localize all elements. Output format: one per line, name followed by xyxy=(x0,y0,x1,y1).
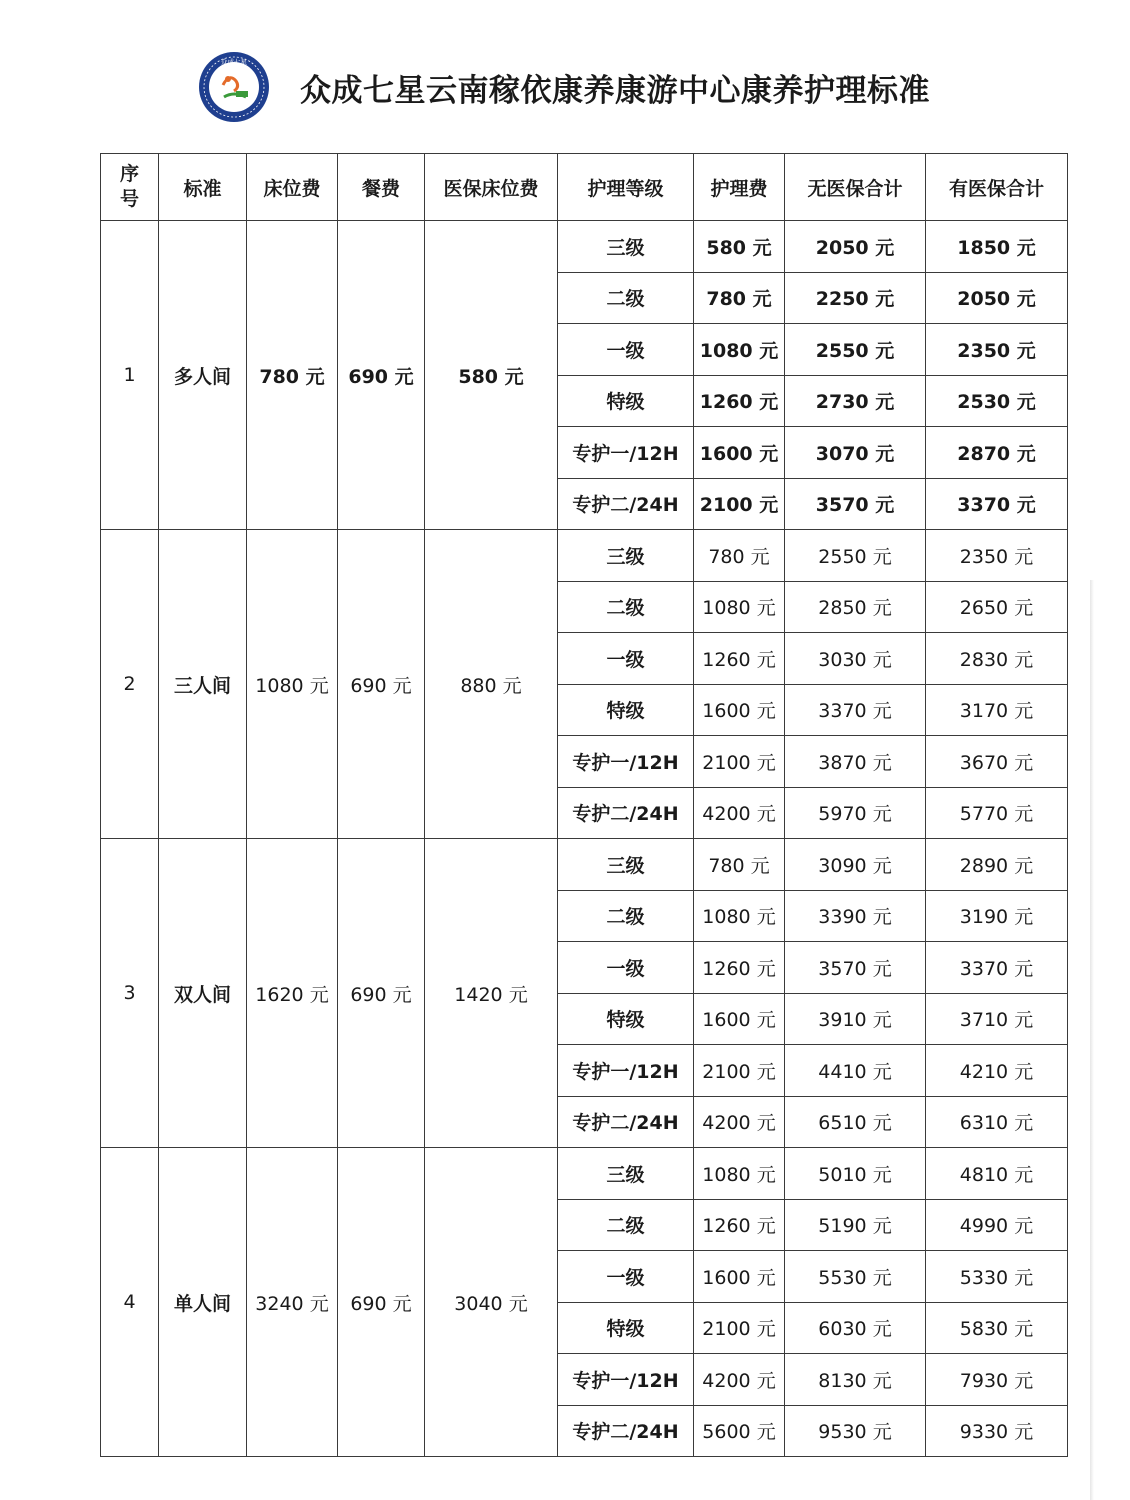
care-fee-cell: 5600 元 xyxy=(694,1405,785,1457)
total-with-insurance-cell: 5330 元 xyxy=(926,1251,1068,1303)
header-care-fee: 护理费 xyxy=(694,154,785,221)
care-fee-cell: 2100 元 xyxy=(694,1045,785,1097)
table-row xyxy=(101,1148,1068,1200)
seq-cell: 2 xyxy=(101,530,159,839)
bed-fee-cell: 3240 元 xyxy=(247,1148,338,1457)
table-row xyxy=(101,839,1068,891)
care-fee-cell: 1080 元 xyxy=(694,324,785,376)
insured-bed-fee-cell: 880 元 xyxy=(425,530,558,839)
care-fee-cell: 780 元 xyxy=(694,530,785,582)
bed-fee-cell: 780 元 xyxy=(247,221,338,530)
care-level-cell: 特级 xyxy=(558,1302,694,1354)
care-level-cell: 专护一/12H xyxy=(558,736,694,788)
care-fee-cell: 1260 元 xyxy=(694,1199,785,1251)
total-no-insurance-cell: 5010 元 xyxy=(785,1148,926,1200)
total-with-insurance-cell: 2530 元 xyxy=(926,375,1068,427)
seq-cell: 3 xyxy=(101,839,159,1148)
total-no-insurance-cell: 4410 元 xyxy=(785,1045,926,1097)
care-level-cell: 二级 xyxy=(558,890,694,942)
care-fee-cell: 1260 元 xyxy=(694,942,785,994)
seq-cell: 1 xyxy=(101,221,159,530)
total-no-insurance-cell: 3030 元 xyxy=(785,633,926,685)
total-no-insurance-cell: 2730 元 xyxy=(785,375,926,427)
total-with-insurance-cell: 4210 元 xyxy=(926,1045,1068,1097)
care-level-cell: 专护二/24H xyxy=(558,787,694,839)
care-fee-cell: 4200 元 xyxy=(694,1354,785,1406)
care-level-cell: 三级 xyxy=(558,1148,694,1200)
total-no-insurance-cell: 2850 元 xyxy=(785,581,926,633)
header-seq-label: 序 号 xyxy=(119,163,139,210)
page-title: 众成七星云南稼依康养康游中心康养护理标准 xyxy=(300,72,930,109)
header-insured-bed-fee: 医保床位费 xyxy=(425,154,558,221)
total-no-insurance-cell: 2050 元 xyxy=(785,221,926,273)
total-no-insurance-cell: 3070 元 xyxy=(785,427,926,479)
total-no-insurance-cell: 5190 元 xyxy=(785,1199,926,1251)
care-level-cell: 一级 xyxy=(558,942,694,994)
care-fee-cell: 1080 元 xyxy=(694,1148,785,1200)
care-fee-cell: 780 元 xyxy=(694,839,785,891)
bed-fee-cell: 1620 元 xyxy=(247,839,338,1148)
care-fee-cell: 4200 元 xyxy=(694,787,785,839)
care-level-cell: 特级 xyxy=(558,375,694,427)
care-fee-cell: 1080 元 xyxy=(694,581,785,633)
total-with-insurance-cell: 3670 元 xyxy=(926,736,1068,788)
total-with-insurance-cell: 3710 元 xyxy=(926,993,1068,1045)
care-fee-cell: 2100 元 xyxy=(694,1302,785,1354)
total-with-insurance-cell: 5830 元 xyxy=(926,1302,1068,1354)
page-edge-shadow xyxy=(1090,580,1094,1500)
total-with-insurance-cell: 7930 元 xyxy=(926,1354,1068,1406)
total-no-insurance-cell: 6030 元 xyxy=(785,1302,926,1354)
total-no-insurance-cell: 3370 元 xyxy=(785,684,926,736)
care-fee-cell: 1260 元 xyxy=(694,375,785,427)
header-seq xyxy=(101,154,159,221)
care-fee-cell: 1600 元 xyxy=(694,993,785,1045)
care-fee-cell: 1080 元 xyxy=(694,890,785,942)
total-no-insurance-cell: 3390 元 xyxy=(785,890,926,942)
care-fee-cell: 780 元 xyxy=(694,272,785,324)
care-level-cell: 专护二/24H xyxy=(558,1405,694,1457)
care-level-cell: 一级 xyxy=(558,633,694,685)
total-with-insurance-cell: 2870 元 xyxy=(926,427,1068,479)
total-no-insurance-cell: 3910 元 xyxy=(785,993,926,1045)
care-standard-table xyxy=(100,153,1068,1457)
total-with-insurance-cell: 1850 元 xyxy=(926,221,1068,273)
total-with-insurance-cell: 3170 元 xyxy=(926,684,1068,736)
care-fee-cell: 1600 元 xyxy=(694,1251,785,1303)
care-fee-cell: 2100 元 xyxy=(694,478,785,530)
care-fee-cell: 1260 元 xyxy=(694,633,785,685)
care-level-cell: 专护一/12H xyxy=(558,427,694,479)
total-with-insurance-cell: 3370 元 xyxy=(926,478,1068,530)
meal-fee-cell: 690 元 xyxy=(338,1148,425,1457)
care-level-cell: 二级 xyxy=(558,581,694,633)
total-no-insurance-cell: 3870 元 xyxy=(785,736,926,788)
total-no-insurance-cell: 2550 元 xyxy=(785,530,926,582)
svg-text:众成七星: 众成七星 xyxy=(221,58,247,66)
total-with-insurance-cell: 2650 元 xyxy=(926,581,1068,633)
total-with-insurance-cell: 4810 元 xyxy=(926,1148,1068,1200)
care-fee-cell: 4200 元 xyxy=(694,1096,785,1148)
organization-logo xyxy=(198,51,270,123)
total-with-insurance-cell: 9330 元 xyxy=(926,1405,1068,1457)
care-level-cell: 三级 xyxy=(558,530,694,582)
table-row xyxy=(101,221,1068,273)
bed-fee-cell: 1080 元 xyxy=(247,530,338,839)
meal-fee-cell: 690 元 xyxy=(338,221,425,530)
total-with-insurance-cell: 5770 元 xyxy=(926,787,1068,839)
total-no-insurance-cell: 3570 元 xyxy=(785,478,926,530)
total-with-insurance-cell: 3190 元 xyxy=(926,890,1068,942)
table-row xyxy=(101,530,1068,582)
care-level-cell: 三级 xyxy=(558,839,694,891)
care-fee-cell: 1600 元 xyxy=(694,684,785,736)
total-no-insurance-cell: 5970 元 xyxy=(785,787,926,839)
insured-bed-fee-cell: 1420 元 xyxy=(425,839,558,1148)
insured-bed-fee-cell: 3040 元 xyxy=(425,1148,558,1457)
total-with-insurance-cell: 2050 元 xyxy=(926,272,1068,324)
total-with-insurance-cell: 2890 元 xyxy=(926,839,1068,891)
total-no-insurance-cell: 3090 元 xyxy=(785,839,926,891)
total-with-insurance-cell: 3370 元 xyxy=(926,942,1068,994)
header-total-no-insurance: 无医保合计 xyxy=(785,154,926,221)
care-fee-cell: 1600 元 xyxy=(694,427,785,479)
insured-bed-fee-cell: 580 元 xyxy=(425,221,558,530)
total-no-insurance-cell: 3570 元 xyxy=(785,942,926,994)
care-level-cell: 专护二/24H xyxy=(558,478,694,530)
header-standard: 标准 xyxy=(159,154,247,221)
care-level-cell: 二级 xyxy=(558,272,694,324)
room-type-cell: 多人间 xyxy=(159,221,247,530)
care-level-cell: 专护一/12H xyxy=(558,1354,694,1406)
total-no-insurance-cell: 6510 元 xyxy=(785,1096,926,1148)
header-bed-fee: 床位费 xyxy=(247,154,338,221)
care-level-cell: 二级 xyxy=(558,1199,694,1251)
care-fee-cell: 2100 元 xyxy=(694,736,785,788)
care-level-cell: 三级 xyxy=(558,221,694,273)
page-header xyxy=(198,52,930,122)
total-no-insurance-cell: 2250 元 xyxy=(785,272,926,324)
room-type-cell: 三人间 xyxy=(159,530,247,839)
total-with-insurance-cell: 6310 元 xyxy=(926,1096,1068,1148)
table-header-row xyxy=(101,154,1068,221)
total-with-insurance-cell: 2830 元 xyxy=(926,633,1068,685)
total-no-insurance-cell: 2550 元 xyxy=(785,324,926,376)
meal-fee-cell: 690 元 xyxy=(338,530,425,839)
header-care-level: 护理等级 xyxy=(558,154,694,221)
total-with-insurance-cell: 4990 元 xyxy=(926,1199,1068,1251)
meal-fee-cell: 690 元 xyxy=(338,839,425,1148)
total-with-insurance-cell: 2350 元 xyxy=(926,530,1068,582)
total-with-insurance-cell: 2350 元 xyxy=(926,324,1068,376)
room-type-cell: 双人间 xyxy=(159,839,247,1148)
seq-cell: 4 xyxy=(101,1148,159,1457)
care-level-cell: 一级 xyxy=(558,1251,694,1303)
header-total-with-insurance: 有医保合计 xyxy=(926,154,1068,221)
total-no-insurance-cell: 9530 元 xyxy=(785,1405,926,1457)
care-level-cell: 专护二/24H xyxy=(558,1096,694,1148)
care-fee-cell: 580 元 xyxy=(694,221,785,273)
header-meal-fee: 餐费 xyxy=(338,154,425,221)
care-level-cell: 特级 xyxy=(558,993,694,1045)
room-type-cell: 单人间 xyxy=(159,1148,247,1457)
care-level-cell: 专护一/12H xyxy=(558,1045,694,1097)
total-no-insurance-cell: 8130 元 xyxy=(785,1354,926,1406)
total-no-insurance-cell: 5530 元 xyxy=(785,1251,926,1303)
logo-emblem-icon xyxy=(198,51,270,123)
care-level-cell: 特级 xyxy=(558,684,694,736)
care-level-cell: 一级 xyxy=(558,324,694,376)
